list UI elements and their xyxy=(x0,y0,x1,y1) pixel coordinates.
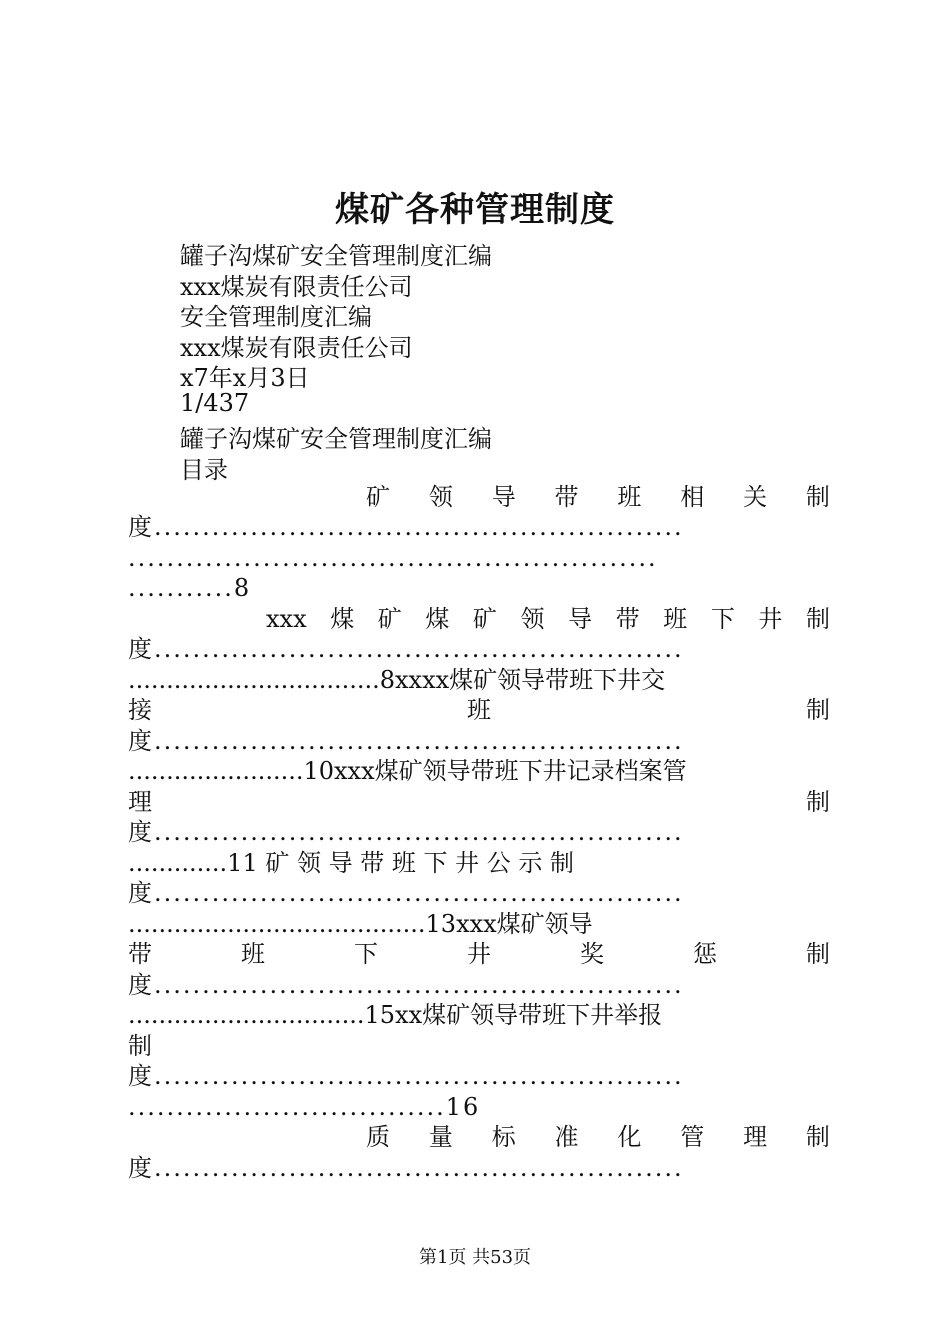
toc-word: 带 xyxy=(554,483,579,511)
toc-word: 制 xyxy=(806,940,830,968)
toc-word: 班 xyxy=(663,605,688,633)
intro-line: x7年x月3日 xyxy=(180,364,310,392)
toc-word: 领 xyxy=(428,483,453,511)
toc-dots: .................................16 xyxy=(128,1093,481,1121)
document-title: 煤矿各种管理制度 xyxy=(335,190,615,230)
toc-line: ...............................15xx煤矿领导带班下井举报 xyxy=(128,1001,663,1029)
toc-dots: ....................................................... xyxy=(128,544,658,572)
toc-line: 制 xyxy=(128,1032,152,1060)
toc-line: .......................................13xxx煤矿领导 xyxy=(128,910,593,938)
toc-word: 制 xyxy=(806,788,830,816)
toc-word: 下 xyxy=(710,605,735,633)
toc-word: 领 xyxy=(520,605,545,633)
intro-line: 安全管理制度汇编 xyxy=(180,303,372,331)
toc-word: 关 xyxy=(743,483,768,511)
toc-word: xxx xyxy=(266,605,307,633)
toc-word: 接 xyxy=(128,696,152,724)
toc-dots: 度....................................................... xyxy=(128,513,684,541)
page-footer: 第1页 共53页 xyxy=(418,1247,532,1268)
toc-word: 班 xyxy=(617,483,642,511)
toc-word: 班 xyxy=(467,696,491,724)
intro-line: xxx煤炭有限责任公司 xyxy=(180,334,413,362)
toc-word: 理 xyxy=(128,788,152,816)
toc-word: 制 xyxy=(805,483,830,511)
toc-dots: 度....................................................... xyxy=(128,971,684,999)
toc-word: 矿 xyxy=(377,605,402,633)
toc-word: 质 xyxy=(366,1123,390,1151)
toc-word: 煤 xyxy=(425,605,450,633)
toc-word: 制 xyxy=(806,696,830,724)
toc-word: 导 xyxy=(491,483,516,511)
toc-line xyxy=(366,481,830,513)
toc-word: 准 xyxy=(554,1123,579,1151)
toc-word: 奖 xyxy=(580,940,604,968)
toc-dots: 度....................................................... xyxy=(128,879,684,907)
toc-heading: 目录 xyxy=(180,456,228,484)
toc-word: 化 xyxy=(617,1123,642,1151)
toc-word: 制 xyxy=(805,1123,830,1151)
toc-word: 带 xyxy=(128,940,152,968)
toc-word: 班 xyxy=(241,940,265,968)
toc-line: .......................10xxx煤矿领导带班下井记录档案管 xyxy=(128,757,687,785)
toc-word: 管 xyxy=(680,1123,705,1151)
intro-line: 罐子沟煤矿安全管理制度汇编 xyxy=(180,242,492,270)
toc-word: 带 xyxy=(615,605,640,633)
toc-line: .................................8xxxx煤矿领导带班下井交 xyxy=(128,666,666,694)
toc-word: 下 xyxy=(354,940,378,968)
toc-word: 标 xyxy=(491,1123,516,1151)
toc-line xyxy=(266,603,830,635)
toc-word: 惩 xyxy=(693,940,717,968)
toc-word: 井 xyxy=(467,940,491,968)
intro-line: 1/437 xyxy=(180,389,250,417)
toc-word: 相 xyxy=(680,483,705,511)
toc-word: 制 xyxy=(805,605,830,633)
toc-word: 煤 xyxy=(330,605,355,633)
toc-line xyxy=(366,1121,830,1153)
toc-word: 井 xyxy=(758,605,783,633)
toc-dots: 度....................................................... xyxy=(128,635,684,663)
toc-word: 理 xyxy=(743,1123,768,1151)
toc-word: 矿 xyxy=(472,605,497,633)
toc-word: 导 xyxy=(568,605,593,633)
toc-dots: 度....................................................... xyxy=(128,1154,684,1182)
toc-dots: 度....................................................... xyxy=(128,1062,684,1090)
intro-line: 罐子沟煤矿安全管理制度汇编 xyxy=(180,425,492,453)
toc-line xyxy=(128,938,830,970)
toc-line xyxy=(128,694,830,726)
toc-dots: ...........8 xyxy=(128,574,252,602)
toc-word: 量 xyxy=(428,1123,453,1151)
toc-word: 矿 xyxy=(366,483,390,511)
toc-line: .............11 矿 领 导 带 班 下 井 公 示 制 xyxy=(128,849,575,877)
intro-line: xxx煤炭有限责任公司 xyxy=(180,273,413,301)
toc-dots: 度....................................................... xyxy=(128,727,684,755)
toc-line xyxy=(128,786,830,818)
toc-dots: 度....................................................... xyxy=(128,818,684,846)
